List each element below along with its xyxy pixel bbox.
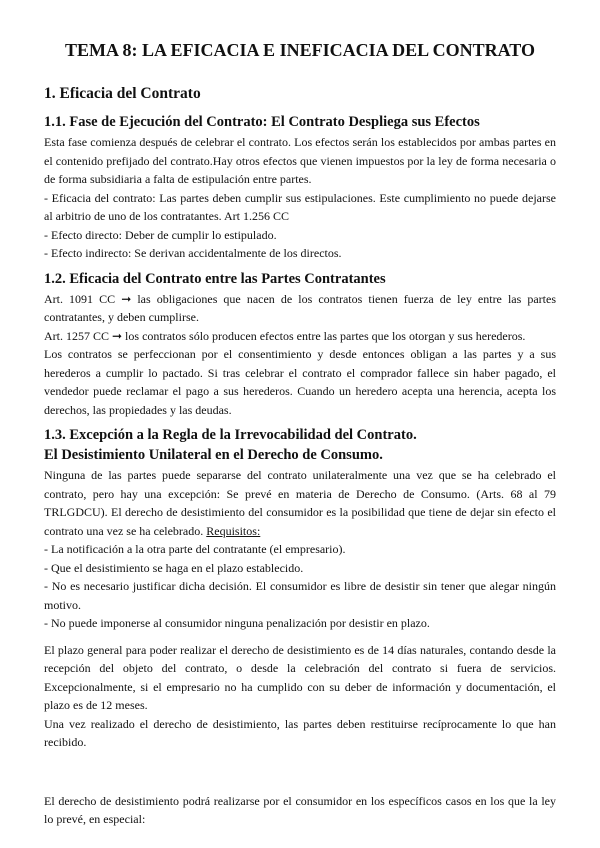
- requisitos-label: Requisitos:: [206, 523, 261, 538]
- section-1-3-paragraph-1-text: Ninguna de las partes puede separarse del contrato unilateralmente una vez que se ha celebrado el contrato, pero hay una excepción: Se prevé en materia de Derecho de Consumo. (Arts. 68 al 79 TRLGDCU). El derecho de desistimiento del consumidor es la posibilidad que tiene de dejar sin efecto el contrato una vez se ha celebrado.: [44, 468, 556, 538]
- section-1-1-heading: 1.1. Fase de Ejecución del Contrato: El Contrato Despliega sus Efectos: [44, 114, 480, 130]
- section-1-3: [44, 426, 556, 829]
- section-1-1-item-1: - Eficacia del contrato: Las partes deben cumplir sus estipulaciones. Este cumplimiento no puede dejarse al arbitrio de uno de los contratantes. Art 1.256 CC: [44, 190, 556, 223]
- section-1-3-paragraph-1: [44, 466, 556, 540]
- section-1-1-item-3: - Efecto indirecto: Se derivan accidentalmente de los directos.: [44, 246, 342, 260]
- section-1-3-heading-line-2: El Desistimiento Unilateral en el Derecho de Consumo.: [44, 447, 383, 463]
- requisito-item-1: - La notificación a la otra parte del contratante (el empresario).: [44, 542, 346, 556]
- requisito-item-2: - Que el desistimiento se haga en el plazo establecido.: [44, 560, 304, 575]
- section-1-2-art-1091: Art. 1091 CC ➞ las obligaciones que nacen de los contratos tienen fuerza de ley entre las partes contratantes, y deben cumplirse.: [44, 291, 556, 324]
- section-1-2: [44, 270, 556, 420]
- spacer: [44, 633, 556, 641]
- section-1-3-paragraph-3: Una vez realizado el derecho de desistimiento, las partes deben restituirse recíprocamente lo que han recibido.: [44, 716, 556, 749]
- section-1-2-art-1257: Art. 1257 CC ➞ los contratos sólo producen efectos entre las partes que los otorgan y sus herederos.: [44, 328, 526, 343]
- section-1-1-paragraph: Esta fase comienza después de celebrar el contrato. Los efectos serán los establecidos por ambas partes en el contenido prefijado del contrato.Hay otros efectos que vienen impuestos por la ley de forma necesaria o de forma subsidiaria a falta de estipulación entre partes.: [44, 135, 556, 186]
- page-title: TEMA 8: LA EFICACIA E INEFICACIA DEL CONTRATO: [65, 40, 535, 60]
- section-1-3-paragraph-4: El derecho de desistimiento podrá realizarse por el consumidor en los específicos casos en los que la ley lo prevé, en especial:: [44, 793, 556, 826]
- section-1-2-heading: 1.2. Eficacia del Contrato entre las Partes Contratantes: [44, 270, 386, 287]
- section-1-heading: 1. Eficacia del Contrato: [44, 85, 201, 102]
- section-1-3-paragraph-2: El plazo general para poder realizar el derecho de desistimiento es de 14 días naturales, contando desde la recepción del objeto del contrato, o desde la celebración del contrato si fuera de servicios. Excepcionalmente, si el empresario no ha cumplido con su deber de información y documentación, el plazo es de 12 meses.: [44, 642, 556, 712]
- section-1-1-item-2: - Efecto directo: Deber de cumplir lo estipulado.: [44, 227, 277, 242]
- section-1-3-heading-line-1: 1.3. Excepción a la Regla de la Irrevocabilidad del Contrato.: [44, 427, 417, 443]
- requisito-item-4: - No puede imponerse al consumidor ninguna penalización por desistir en plazo.: [44, 616, 430, 630]
- section-1-1: [44, 113, 556, 263]
- spacer-large: [44, 752, 556, 792]
- requisito-item-3: - No es necesario justificar dicha decisión. El consumidor es libre de desistir sin tener que alegar ningún motivo.: [44, 579, 556, 612]
- section-1-2-paragraph: Los contratos se perfeccionan por el consentimiento y desde entonces obligan a las partes y a sus herederos a cumplir lo pactado. Si tras celebrar el contrato el comprador fallece sin haber pagado, el vendedor puede reclamar el pago a sus herederos. Cuando un heredero acepta una herencia, acepta los derechos, las propiedades y las deudas.: [44, 347, 556, 417]
